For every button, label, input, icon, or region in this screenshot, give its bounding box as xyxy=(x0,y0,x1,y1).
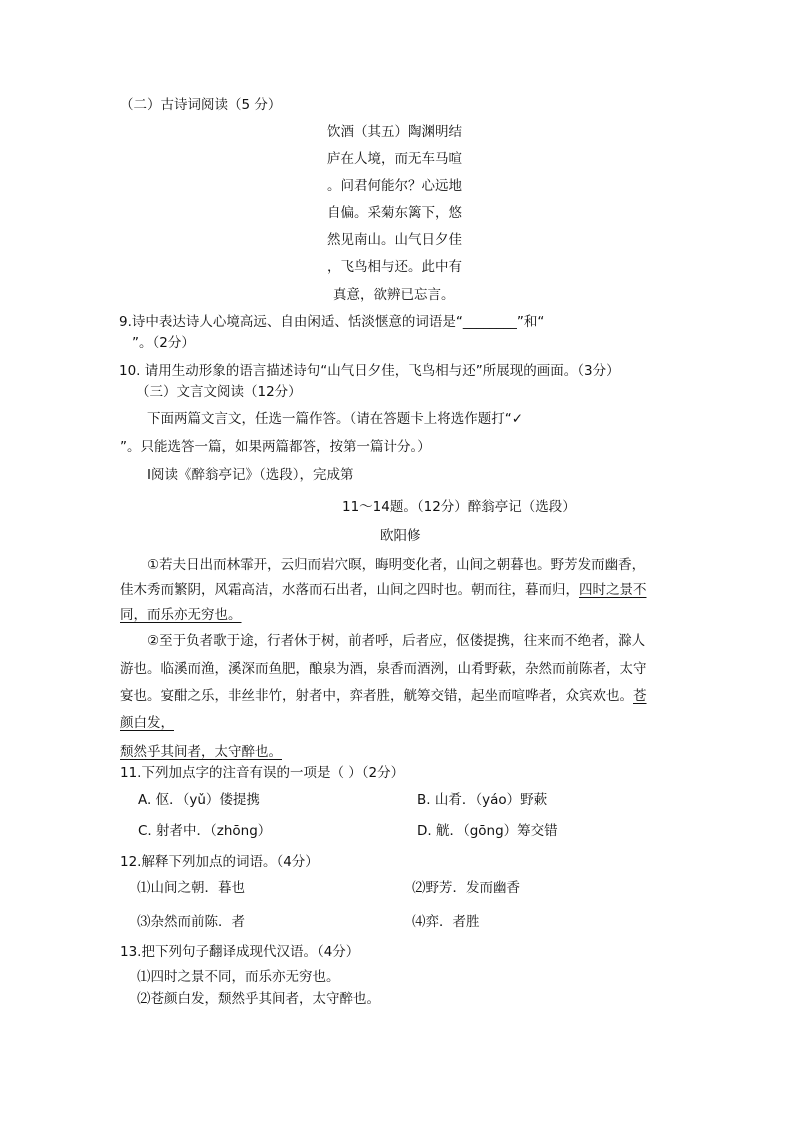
question-12: 12.解释下列加点的词语。（4分） xyxy=(120,854,319,870)
passage-p1-line2 xyxy=(120,584,647,598)
q13-item-1: ⑴四时之景不同，而乐亦无穷也。 xyxy=(137,969,340,985)
passage-p2-line5-underlined: 颓然乎其间者，太守醉也。 xyxy=(120,744,282,760)
option-c: C. 射者中．（zhōng） xyxy=(138,823,272,839)
q12-item-3: ⑶杂然而前陈．者 xyxy=(137,914,245,930)
question-9-line1: 9.诗中表达诗人心境高远、自由闲适、恬淡惬意的词语是“________”和“ xyxy=(119,314,545,330)
q12-item-2: ⑵野芳．发而幽香 xyxy=(412,880,520,896)
poem-line: 。问君何能尔？心远地 xyxy=(327,178,462,194)
poem-line: 饮酒（其五）陶渊明结 xyxy=(327,124,462,140)
part1-line2: 11～14题。（12分）醉翁亭记（选段） xyxy=(342,499,576,515)
q12-item-4: ⑷弈．者胜 xyxy=(412,914,480,930)
poem-line: 然见南山。山气日夕佳 xyxy=(327,232,462,248)
q12-item-1: ⑴山间之朝．暮也 xyxy=(137,880,245,896)
passage-text: 佳木秀而繁阴，风霜高洁，水落而石出者，山间之四时也。朝而往，暮而归， xyxy=(120,582,579,598)
poem-line: 真意，欲辨已忘言。 xyxy=(333,287,455,303)
option-d: D. 觥．（gōng）筹交错 xyxy=(417,823,558,839)
poem-line: ，飞鸟相与还。此中有 xyxy=(327,259,462,275)
poem-line: 自偏。采菊东篱下，悠 xyxy=(327,205,462,221)
question-9-line2: ”。（2分） xyxy=(132,335,195,351)
author: 欧阳修 xyxy=(380,528,421,544)
passage-p1-line3-underlined: 同，而乐亦无穷也。 xyxy=(120,607,242,623)
option-a: A. 伛．（yǔ）偻提携 xyxy=(138,792,260,808)
section-heading-classical: （三）文言文阅读（12分） xyxy=(136,384,302,400)
question-13: 13.把下列句子翻译成现代汉语。（4分） xyxy=(120,944,360,960)
underlined-sentence: 苍 xyxy=(633,688,647,704)
passage-p2-line4-underlined: 颜白发， xyxy=(120,715,174,731)
underlined-sentence: 四时之景不 xyxy=(579,582,647,598)
poem-line: 庐在人境，而无车马喧 xyxy=(327,151,462,167)
part1-line1: Ⅰ阅读《醉翁亭记》（选段），完成第 xyxy=(147,467,354,483)
instruction-line1: 下面两篇文言文，任选一篇作答。（请在答题卡上将选作题打“✓ xyxy=(147,411,524,427)
question-10: 10. 请用生动形象的语言描述诗句“山气日夕佳，飞鸟相与还”所展现的画面。（3分） xyxy=(119,363,620,379)
passage-p2-line3 xyxy=(120,690,647,704)
question-11: 11.下列加点字的注音有误的一项是（ ）（2分） xyxy=(120,765,405,781)
passage-text: 宴也。宴酣之乐，非丝非竹，射者中，弈者胜，觥筹交错，起坐而喧哗者，众宾欢也。 xyxy=(120,688,633,704)
passage-p1-line1: ①若夫日出而林霏开，云归而岩穴暝，晦明变化者，山间之朝暮也。野芳发而幽香， xyxy=(147,557,646,573)
passage-p2-line2: 游也。临溪而渔，溪深而鱼肥，酿泉为酒，泉香而酒洌，山肴野蔌，杂然而前陈者，太守 xyxy=(120,661,647,677)
q13-item-2: ⑵苍颜白发，颓然乎其间者，太守醉也。 xyxy=(137,991,380,1007)
section-heading-poetry: （二）古诗词阅读（5 分） xyxy=(120,97,282,113)
option-b: B. 山肴．（yáo）野蔌 xyxy=(417,792,548,808)
passage-p2-line1: ②至于负者歌于途，行者休于树，前者呼，后者应，伛偻提携，往来而不绝者，滁人 xyxy=(147,633,646,649)
instruction-line2: ”。只能选答一篇，如果两篇都答，按第一篇计分。） xyxy=(120,439,431,455)
